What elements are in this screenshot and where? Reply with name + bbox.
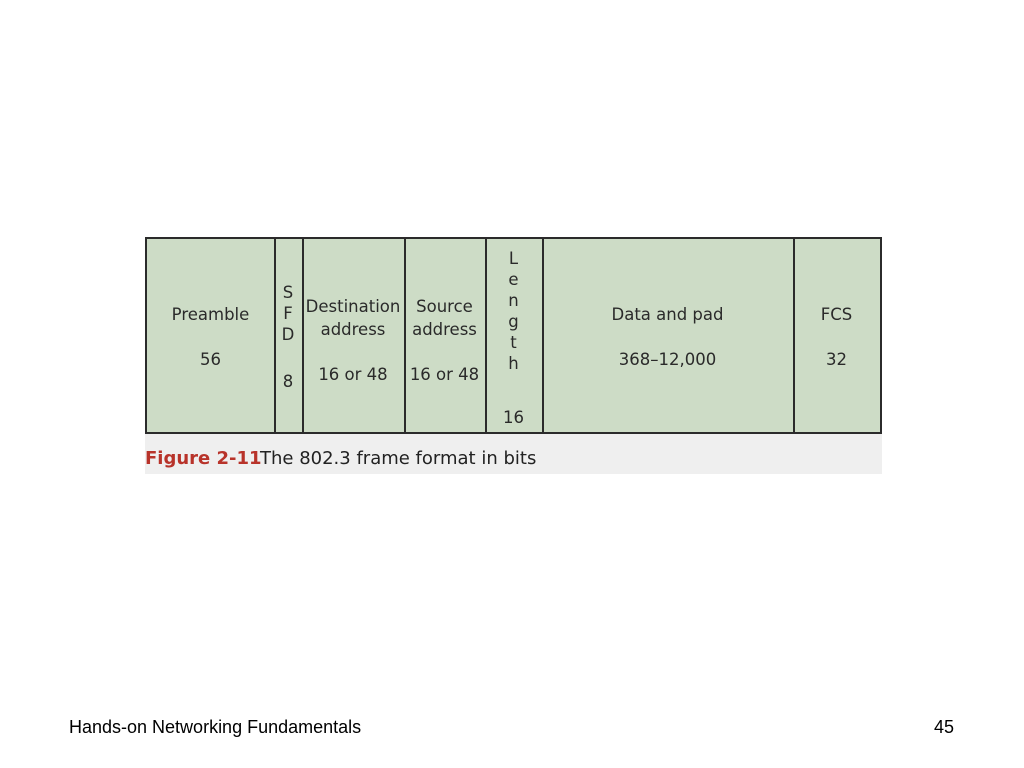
field-label: address xyxy=(412,320,477,339)
field-bits: 8 xyxy=(282,372,294,391)
field-label-vertical: S F D xyxy=(281,283,295,344)
field-fcs xyxy=(793,239,880,432)
field-bits: 32 xyxy=(826,350,847,369)
field-bits: 368–12,000 xyxy=(618,350,717,369)
field-label: Destination xyxy=(305,297,401,316)
field-bits: 16 or 48 xyxy=(409,365,480,384)
footer-title: Hands-on Networking Fundamentals xyxy=(69,717,362,737)
figure-caption xyxy=(145,434,882,474)
ethernet-frame-figure xyxy=(145,237,882,474)
field-bits: 56 xyxy=(200,350,221,369)
page-number: 45 xyxy=(933,717,954,737)
frame-diagram xyxy=(145,237,882,434)
field-bits: 16 or 48 xyxy=(318,365,388,384)
field-preamble xyxy=(147,239,276,432)
field-bits: 16 xyxy=(503,408,524,427)
field-label-vertical: L e n g t h xyxy=(508,249,519,373)
figure-caption-text: The 802.3 frame format in bits xyxy=(260,448,537,469)
field-data-and-pad xyxy=(542,239,795,432)
figure-number: Figure 2-11 xyxy=(145,448,262,469)
field-source-address xyxy=(404,239,487,432)
field-label: FCS xyxy=(820,305,853,324)
field-label: Data and pad xyxy=(611,305,724,324)
field-destination-address xyxy=(302,239,406,432)
field-sfd xyxy=(274,239,304,432)
field-label: Preamble xyxy=(171,305,250,324)
field-label: Source xyxy=(416,297,473,316)
field-length xyxy=(485,239,544,432)
field-label: address xyxy=(320,320,386,339)
